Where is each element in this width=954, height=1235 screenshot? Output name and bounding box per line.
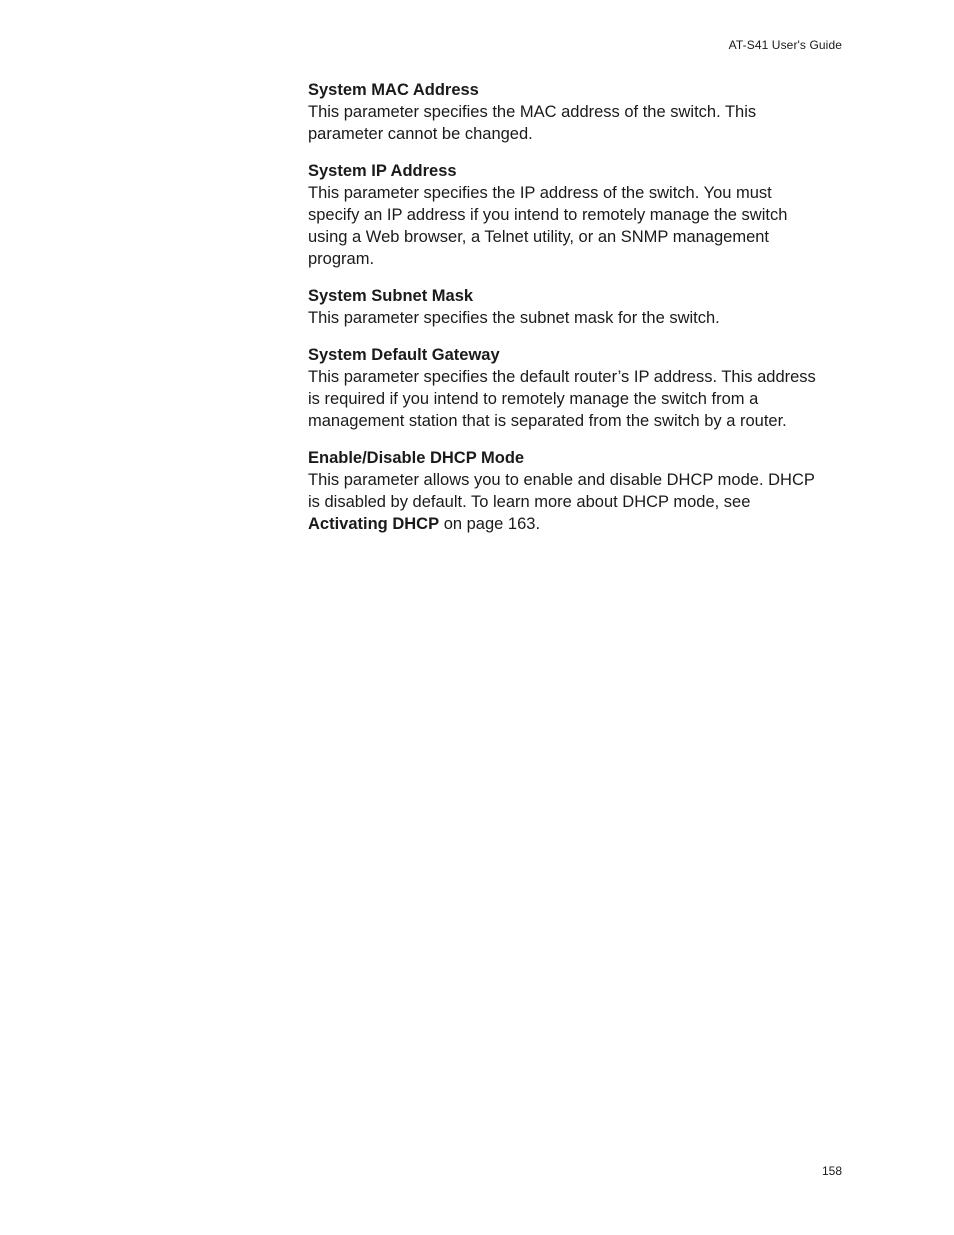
running-header: AT-S41 User's Guide	[728, 38, 842, 52]
section-paragraph: This parameter specifies the subnet mask for the switch.	[308, 309, 720, 327]
paragraph-text: on page 163.	[439, 515, 541, 533]
section-heading: Enable/Disable DHCP Mode	[308, 449, 525, 467]
paragraph-text: This parameter allows you to enable and disable DHCP mode. DHCP is disabled by default. To learn more about DHCP mode, see	[308, 471, 815, 511]
section-system-subnet-mask	[308, 285, 820, 329]
section-system-default-gateway	[308, 344, 820, 432]
page-number: 158	[821, 1164, 842, 1178]
section-system-mac-address	[308, 79, 820, 145]
cross-reference-link[interactable]: Activating DHCP	[308, 515, 440, 533]
section-heading: System IP Address	[308, 162, 457, 180]
section-paragraph: This parameter specifies the default router’s IP address. This address is required if you intend to remotely manage the switch from a management station that is separated from the switch by a router.	[308, 368, 816, 430]
section-heading: System Subnet Mask	[308, 287, 474, 305]
section-paragraph: This parameter specifies the IP address of the switch. You must specify an IP address if you intend to remotely manage the switch using a Web browser, a Telnet utility, or an SNMP management program.	[308, 184, 788, 268]
section-paragraph: This parameter specifies the MAC address of the switch. This parameter cannot be changed.	[308, 103, 757, 143]
section-heading: System Default Gateway	[308, 346, 500, 364]
section-system-ip-address	[308, 160, 820, 270]
document-body	[308, 79, 820, 550]
section-enable-disable-dhcp-mode	[308, 447, 820, 535]
section-heading: System MAC Address	[308, 81, 479, 99]
section-paragraph	[308, 469, 820, 535]
